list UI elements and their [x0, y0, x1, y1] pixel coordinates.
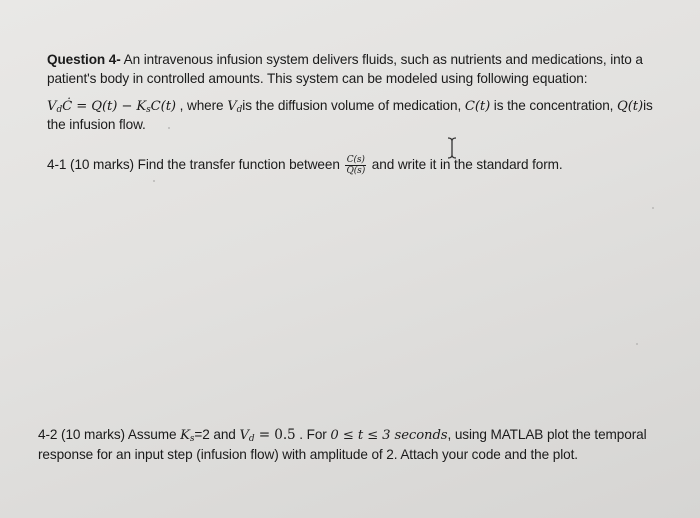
- where-vd: $V_d$: [227, 99, 243, 115]
- question-heading: Question 4-: [47, 52, 121, 67]
- time-range: 0 ≤ t ≤ 3 seconds: [330, 428, 448, 443]
- part-4-2-prefix: 4-2 (10 marks) Assume: [38, 427, 181, 442]
- ks-symbol: $K_s$: [180, 428, 195, 444]
- part-4-2-line-2: response for an input step (infusion flow) with amplitude of 2. Attach your code and the plot.: [38, 447, 578, 462]
- question-intro-line-2: patient's body in controlled amounts. This system can be modeled using following equation:: [47, 71, 588, 86]
- infusion-flow-line: the infusion flow.: [47, 117, 146, 132]
- screen-speck: [652, 207, 654, 209]
- question-intro-text-1: An intravenous infusion system delivers fluids, such as nutrients and medications, into a: [120, 52, 643, 67]
- vd-value: = 0.5: [254, 427, 296, 443]
- where-text-2: is the diffusion volume of medication,: [242, 98, 465, 113]
- eq-cdot: Ċ: [62, 99, 73, 114]
- vd-symbol: $V_d$: [239, 428, 255, 444]
- screen-speck: [168, 127, 170, 129]
- where-text-3: is the concentration,: [490, 98, 618, 113]
- part-4-1-prefix: 4-1 (10 marks) Find the transfer function between: [47, 157, 344, 173]
- ks-value: =2 and: [194, 427, 240, 442]
- transfer-function-fraction: $\frac{C(s)}{Q(s)}$: [346, 155, 366, 176]
- where-ct: C(t): [464, 99, 491, 114]
- part-4-2-rest: , using MATLAB plot the temporal: [447, 427, 647, 442]
- screen-speck: [636, 343, 638, 345]
- eq-rhs: = $Q(t) - K_sC(t)$: [72, 99, 176, 115]
- part-4-2-line-1: [38, 427, 647, 444]
- where-text-1: , where: [175, 98, 228, 113]
- part-4-1-suffix: and write it in the standard form.: [368, 157, 563, 173]
- where-qt: Q(t): [617, 99, 644, 114]
- part-4-1-line: [47, 155, 563, 176]
- eq-vd: $V_d$: [47, 99, 63, 115]
- equation-line: [47, 98, 653, 115]
- for-text: . For: [295, 427, 331, 442]
- where-text-4: is: [643, 98, 653, 113]
- screen-speck: [153, 180, 155, 182]
- text-cursor-icon: [447, 137, 457, 159]
- question-intro-line-1: [47, 52, 643, 67]
